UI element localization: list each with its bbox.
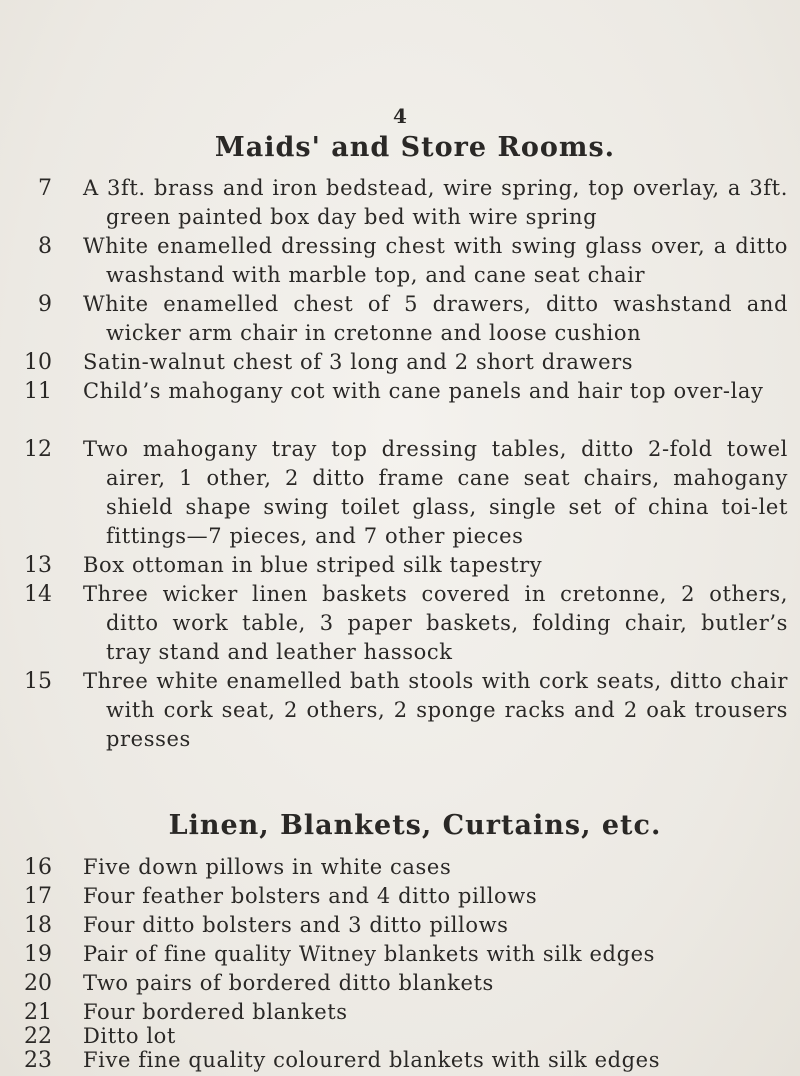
lot-description: Two mahogany tray top dressing tables, ditto 2-fold towel airer, 1 other, 2 ditto frame cane seat chairs, mahogany shield shape swing toilet glass, single set of china toi-let fittings—7 pieces, and 7 other pieces [83,437,788,548]
lot-number: 13 [24,553,52,578]
lot-description: Ditto lot [83,1024,176,1048]
lot-number: 15 [24,669,52,694]
lot-description: A 3ft. brass and iron bedstead, wire spring, top overlay, a 3ft. green painted box day bed with wire spring [83,176,788,229]
lot-description: Four ditto bolsters and 3 ditto pillows [83,913,509,937]
lot-description: Satin-walnut chest of 3 long and 2 short drawers [83,350,634,374]
lot-description: Pair of fine quality Witney blankets with silk edges [83,942,656,966]
lot-number: 17 [24,884,52,909]
lot-description: Four feather bolsters and 4 ditto pillows [83,884,538,908]
lot-number: 10 [24,350,52,375]
lot-description: Three white enamelled bath stools with cork seats, ditto chair with cork seat, 2 others, 2 sponge racks and 2 oak trousers presses [83,669,788,751]
lot-description: Five fine quality colourerd blankets with silk edges [83,1048,661,1072]
lot-number: 16 [24,855,52,880]
section-heading-linen-blankets: Linen, Blankets, Curtains, etc. [168,810,662,841]
lot-number: 9 [38,292,52,317]
lot-description: Box ottoman in blue striped silk tapestry [83,553,543,577]
lot-number: 7 [38,176,52,201]
lot-description: Five down pillows in white cases [83,855,452,879]
lot-number: 12 [24,437,52,462]
lot-description: Three wicker linen baskets covered in cretonne, 2 others, ditto work table, 3 paper baskets, folding chair, butler’s tray stand and leather hassock [83,582,788,664]
lot-description: White enamelled dressing chest with swing glass over, a ditto washstand with marble top, and cane seat chair [83,234,788,287]
lot-number: 21 [24,1000,52,1025]
lot-number: 20 [24,971,52,996]
lot-description: White enamelled chest of 5 drawers, ditto washstand and wicker arm chair in cretonne and loose cushion [83,292,788,345]
lot-description: Four bordered blankets [83,1000,348,1024]
page-number: 4 [393,104,407,128]
lot-number: 23 [24,1048,52,1073]
lot-number: 22 [24,1024,52,1049]
lot-number: 8 [38,234,52,259]
lot-number: 14 [24,582,52,607]
lot-number: 18 [24,913,52,938]
lot-number: 11 [24,379,52,404]
lot-number: 19 [24,942,52,967]
lot-description: Child’s mahogany cot with cane panels and hair top over-lay [83,379,764,403]
lot-description: Two pairs of bordered ditto blankets [83,971,494,995]
section-heading-maids-store-rooms: Maids' and Store Rooms. [214,132,616,163]
